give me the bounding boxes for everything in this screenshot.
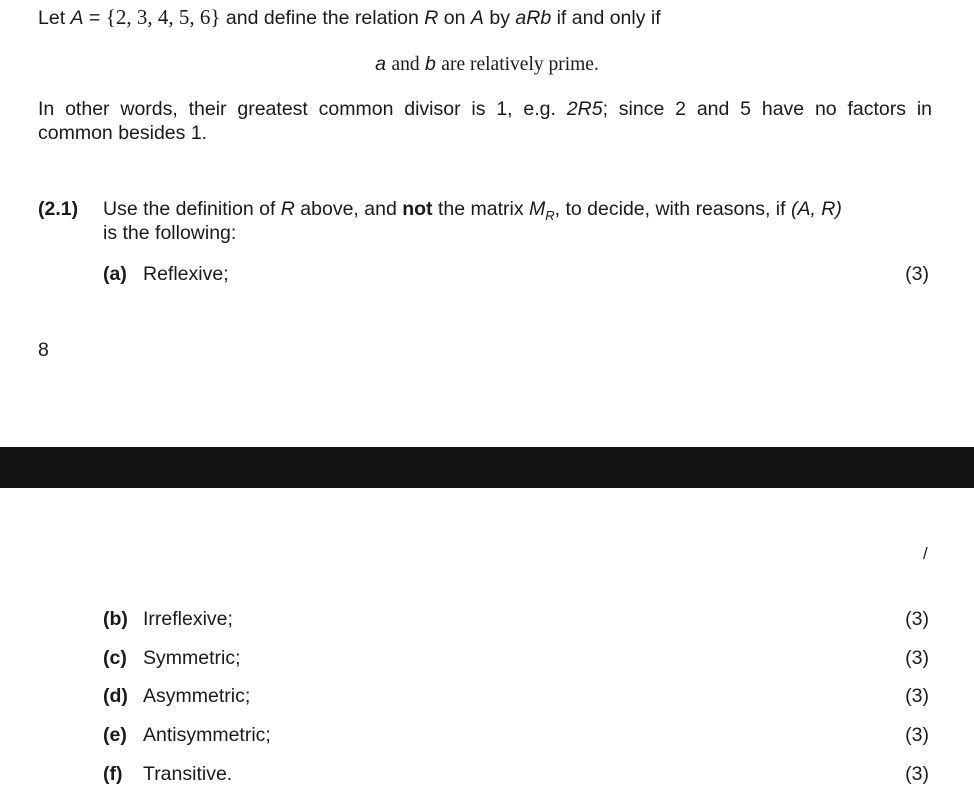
part-d-marks: (3) (905, 685, 929, 707)
part-c-marks: (3) (905, 647, 929, 669)
question-number: (2.1) (38, 198, 79, 220)
var-a: a (375, 53, 387, 75)
definition-rest: are relatively prime. (441, 54, 599, 75)
part-a-text: Reflexive; (143, 263, 229, 285)
explanation-text-end: ; since 2 and 5 have no factors in (602, 98, 932, 120)
definition-line (0, 52, 974, 77)
part-f-marks: (3) (905, 763, 929, 785)
part-a-marks: (3) (905, 263, 929, 285)
relation-aRb: aRb (515, 7, 552, 29)
part-e-marks: (3) (905, 724, 929, 746)
matrix-M-R (529, 198, 555, 223)
matrix-M: M (529, 198, 546, 220)
set-name-A-2: A (470, 7, 484, 29)
intro-on: on (443, 7, 466, 29)
intro-define-text: and define the relation (225, 7, 419, 29)
part-b-label: (b) (103, 608, 128, 630)
intro-line (38, 5, 661, 30)
question-not: not (402, 198, 433, 220)
question-text-2: above, and (300, 198, 397, 220)
intro-iff: if and only if (556, 7, 661, 29)
question-text-3: the matrix (437, 198, 524, 220)
explanation-text-start: In other words, their greatest common divisor is 1, e.g. (38, 98, 556, 120)
explanation-line-2: common besides 1. (38, 122, 208, 144)
part-e-text: Antisymmetric; (143, 724, 271, 746)
matrix-subscript: R (545, 207, 555, 223)
question-text-1: Use the definition of (103, 198, 276, 220)
part-a-label: (a) (103, 263, 127, 285)
intro-by: by (489, 7, 510, 29)
part-b-text: Irreflexive; (143, 608, 233, 630)
question-relation-R: R (280, 198, 295, 220)
part-d-label: (d) (103, 685, 128, 707)
stray-slash: / (923, 544, 928, 563)
part-f-label: (f) (103, 763, 123, 785)
part-c-label: (c) (103, 647, 127, 669)
dark-divider-bar (0, 447, 974, 488)
stray-number: 8 (38, 339, 49, 361)
question-line-2: is the following: (103, 222, 237, 244)
part-d-text: Asymmetric; (143, 685, 251, 707)
equals-sign: = (88, 7, 101, 29)
example-2R5: 2R5 (566, 98, 603, 120)
set-name-A: A (70, 7, 84, 29)
question-text-4: , to decide, with reasons, if (554, 198, 786, 220)
pair-A-R: (A, R) (790, 198, 842, 220)
intro-let: Let (38, 7, 66, 29)
part-c-text: Symmetric; (143, 647, 241, 669)
part-b-marks: (3) (905, 608, 929, 630)
explanation-line-1 (38, 97, 932, 121)
var-b: b (425, 53, 436, 75)
relation-R: R (424, 7, 439, 29)
set-elements: {2, 3, 4, 5, 6} (105, 5, 221, 29)
definition-and: and (391, 54, 420, 75)
part-e-label: (e) (103, 724, 127, 746)
part-f-text: Transitive. (143, 763, 233, 785)
